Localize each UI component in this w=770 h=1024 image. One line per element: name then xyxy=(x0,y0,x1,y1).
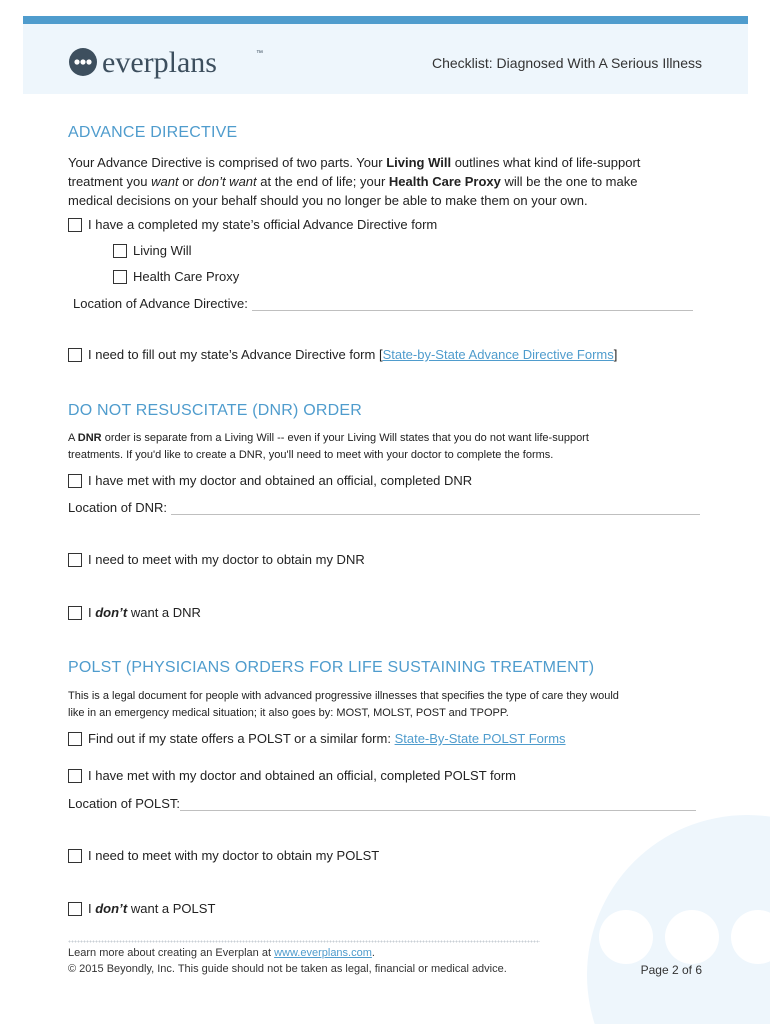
location-input-line[interactable] xyxy=(180,798,696,811)
checkbox[interactable] xyxy=(113,244,127,258)
checklist-item-completed-directive[interactable]: I have a completed my state’s official Advance Directive form xyxy=(68,217,437,232)
checklist-item-polst-met-doctor[interactable]: I have met with my doctor and obtained an official, completed POLST form xyxy=(68,768,516,783)
advance-directive-heading: ADVANCE DIRECTIVE xyxy=(68,124,238,141)
state-advance-directive-forms-link[interactable]: State-by-State Advance Directive Forms xyxy=(382,347,614,362)
checkbox[interactable] xyxy=(68,348,82,362)
location-input-line[interactable] xyxy=(252,298,693,311)
everplans-website-link[interactable]: www.everplans.com xyxy=(274,947,372,959)
checkbox[interactable] xyxy=(68,849,82,863)
checklist-item-polst-find-out[interactable]: Find out if my state offers a POLST or a similar form: State-By-State POLST Forms xyxy=(68,731,566,746)
dnr-location-field[interactable]: Location of DNR: xyxy=(68,500,700,515)
checkbox[interactable] xyxy=(68,606,82,620)
checkbox[interactable] xyxy=(68,218,82,232)
checklist-item-dnr-need-meet[interactable]: I need to meet with my doctor to obtain my DNR xyxy=(68,552,365,567)
checkbox[interactable] xyxy=(68,769,82,783)
footer-divider xyxy=(68,940,540,943)
everplans-logo xyxy=(68,44,268,84)
dnr-heading: DO NOT RESUSCITATE (DNR) ORDER xyxy=(68,402,363,419)
checklist-item-fill-out-directive[interactable]: I need to fill out my state’s Advance Directive form [State-by-State Advance Directive Forms] xyxy=(68,347,617,362)
document-title: Checklist: Diagnosed With A Serious Illness xyxy=(431,55,702,71)
state-polst-forms-link[interactable]: State-By-State POLST Forms xyxy=(394,731,566,746)
decorative-speech-bubble-graphic xyxy=(575,815,770,1024)
polst-intro: This is a legal document for people with advanced progressive illnesses that specifies the type of care they would like in an emergency medical situation; it also goes by: MOST, MOLST, POST and TPOPP. xyxy=(68,690,619,719)
dnr-intro: A DNR order is separate from a Living Will -- even if your Living Will states that you do not want life-support treatments. If you'd like to create a DNR, you'll need to meet with your doctor to complete the forms. xyxy=(68,432,589,461)
checklist-item-dnr-dont-want[interactable]: I don’t want a DNR xyxy=(68,605,201,620)
checklist-item-living-will[interactable]: Living Will xyxy=(113,243,192,258)
checkbox[interactable] xyxy=(68,474,82,488)
footer-learn-more: Learn more about creating an Everplan at www.everplans.com. xyxy=(68,947,375,959)
checkbox[interactable] xyxy=(68,902,82,916)
checklist-item-health-care-proxy[interactable]: Health Care Proxy xyxy=(113,269,239,284)
checkbox[interactable] xyxy=(68,732,82,746)
checkbox[interactable] xyxy=(113,270,127,284)
polst-heading: POLST (PHYSICIANS ORDERS FOR LIFE SUSTAINING TREATMENT) xyxy=(68,659,595,676)
page-number: Page 2 of 6 xyxy=(640,963,702,977)
checklist-item-polst-dont-want[interactable]: I don’t want a POLST xyxy=(68,901,215,916)
logo-trademark: ™ xyxy=(256,50,263,57)
polst-location-field[interactable]: Location of POLST: xyxy=(68,796,696,811)
checklist-item-dnr-met-doctor[interactable]: I have met with my doctor and obtained an official, completed DNR xyxy=(68,473,472,488)
advance-directive-location-field[interactable]: Location of Advance Directive: xyxy=(73,296,693,311)
header-accent-bar xyxy=(23,16,748,24)
advance-directive-intro: Your Advance Directive is comprised of two parts. Your Living Will outlines what kind of life-support treatment you want or don’t want at the end of life; your Health Care Proxy will be the one to make medical decisions on your behalf should you no longer be able to make them on your own. xyxy=(68,155,641,208)
logo-wordmark: everplans xyxy=(102,46,217,79)
checklist-item-polst-need-meet[interactable]: I need to meet with my doctor to obtain my POLST xyxy=(68,848,379,863)
location-input-line[interactable] xyxy=(171,502,700,515)
checkbox[interactable] xyxy=(68,553,82,567)
footer-copyright: © 2015 Beyondly, Inc. This guide should not be taken as legal, financial or medical advice. xyxy=(68,963,507,975)
